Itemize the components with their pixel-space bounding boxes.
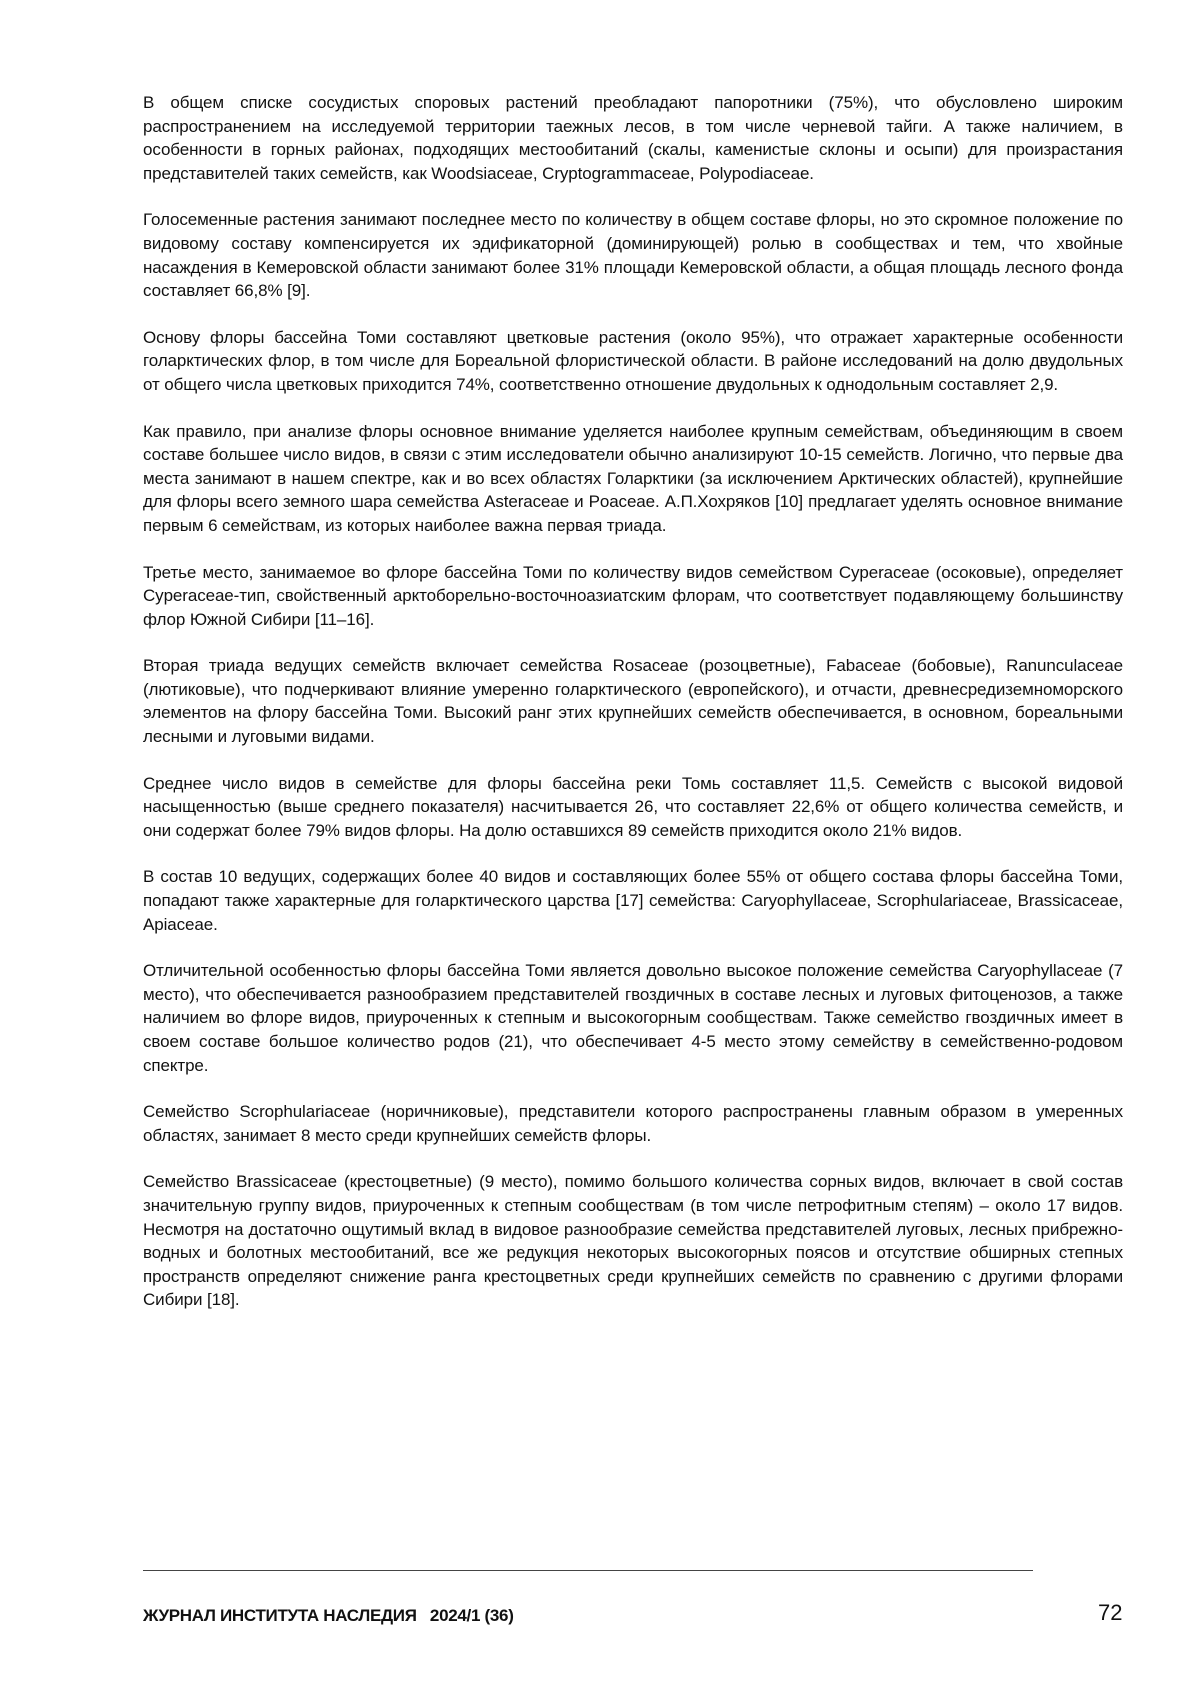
page-number: 72 (1098, 1600, 1122, 1626)
footer-divider (143, 1570, 1033, 1571)
journal-title: ЖУРНАЛ ИНСТИТУТА НАСЛЕДИЯ 2024/1 (36) (143, 1606, 514, 1626)
paragraph: Голосеменные растения занимают последнее место по количеству в общем составе флоры, но это скромное положение по видовому составу компенсируется их эдификаторной (доминирующей) ролью в сообществах и тем, что хвойные насаждения в Кемеровской области занимают более 31% площади Кемеровской области, а общая площадь лесного фонда составляет 66,8% [9]. (143, 208, 1123, 302)
paragraph: Как правило, при анализе флоры основное внимание уделяется наиболее крупным семействам, объединяющим в своем составе большее число видов, в связи с этим исследователи обычно анализируют 10-15 семейств. Логично, что первые два места занимают в нашем спектре, как и во всех областях Голарктики (за исключением Арктических областей), крупнейшие для флоры всего земного шара семейства Asteraceae и Poaceae. А.П.Хохряков [10] предлагает уделять основное внимание первым 6 семействам, из которых наиболее важна первая триада. (143, 420, 1123, 538)
paragraph: Третье место, занимаемое во флоре бассейна Томи по количеству видов семейством Cyperaceae (осоковые), определяет Cyperaceae-тип, свойственный арктоборельно-восточноазиатским флорам, что соответствует подавляющему большинству флор Южной Сибири [11–16]. (143, 561, 1123, 632)
paragraph: В состав 10 ведущих, содержащих более 40 видов и составляющих более 55% от общего состава флоры бассейна Томи, попадают также характерные для голарктического царства [17] семейства: Caryophyllaceae, Scrophulariaceae, Brassicaceae, Apiaceae. (143, 865, 1123, 936)
paragraph: Среднее число видов в семействе для флоры бассейна реки Томь составляет 11,5. Семейств с высокой видовой насыщенностью (выше среднего показателя) насчитывается 26, что составляет 22,6% от общего количества семейств, и они содержат более 79% видов флоры. На долю оставшихся 89 семейств приходится около 21% видов. (143, 772, 1123, 843)
paragraph: Семейство Scrophulariaceae (норичниковые), представители которого распространены главным образом в умеренных областях, занимает 8 место среди крупнейших семейств флоры. (143, 1100, 1123, 1147)
paragraph: Основу флоры бассейна Томи составляют цветковые растения (около 95%), что отражает характерные особенности голарктических флор, в том числе для Бореальной флористической области. В районе исследований на долю двудольных от общего числа цветковых приходится 74%, соответственно отношение двудольных к однодольным составляет 2,9. (143, 326, 1123, 397)
article-body (143, 91, 1123, 1335)
paragraph: Вторая триада ведущих семейств включает семейства Rosaceae (розоцветные), Fabaceae (бобовые), Ranunculaceae (лютиковые), что подчеркивают влияние умеренно голарктического (европейского), и отчасти, древнесредиземноморского элементов на флору бассейна Томи. Высокий ранг этих крупнейших семейств обеспечивается, в основном, бореальными лесными и луговыми видами. (143, 654, 1123, 748)
paragraph: Семейство Brassicaceae (крестоцветные) (9 место), помимо большого количества сорных видов, включает в свой состав значительную группу видов, приуроченных к степным сообществам (в том числе петрофитным степям) – около 17 видов. Несмотря на достаточно ощутимый вклад в видовое разнообразие семейства представителей луговых, лесных прибрежно-водных и болотных местообитаний, все же редукция некоторых высокогорных поясов и отсутствие обширных степных пространств определяют снижение ранга крестоцветных среди крупнейших семейств по сравнению с другими флорами Сибири [18]. (143, 1170, 1123, 1312)
paragraph: В общем списке сосудистых споровых растений преобладают папоротники (75%), что обусловлено широким распространением на исследуемой территории таежных лесов, в том числе черневой тайги. А также наличием, в особенности в горных районах, подходящих местообитаний (скалы, каменистые склоны и осыпи) для произрастания представителей таких семейств, как Woodsiaceae, Cryptogrammaceae, Polypodiaceae. (143, 91, 1123, 185)
paragraph: Отличительной особенностью флоры бассейна Томи является довольно высокое положение семейства Caryophyllaceae (7 место), что обеспечивается разнообразием представителей гвоздичных в составе лесных и луговых фитоценозов, а также наличием во флоре видов, приуроченных к степным и высокогорным сообществам. Также семейство гвоздичных имеет в своем составе большое количество родов (21), что обеспечивает 4-5 место этому семейству в семейственно-родовом спектре. (143, 959, 1123, 1077)
